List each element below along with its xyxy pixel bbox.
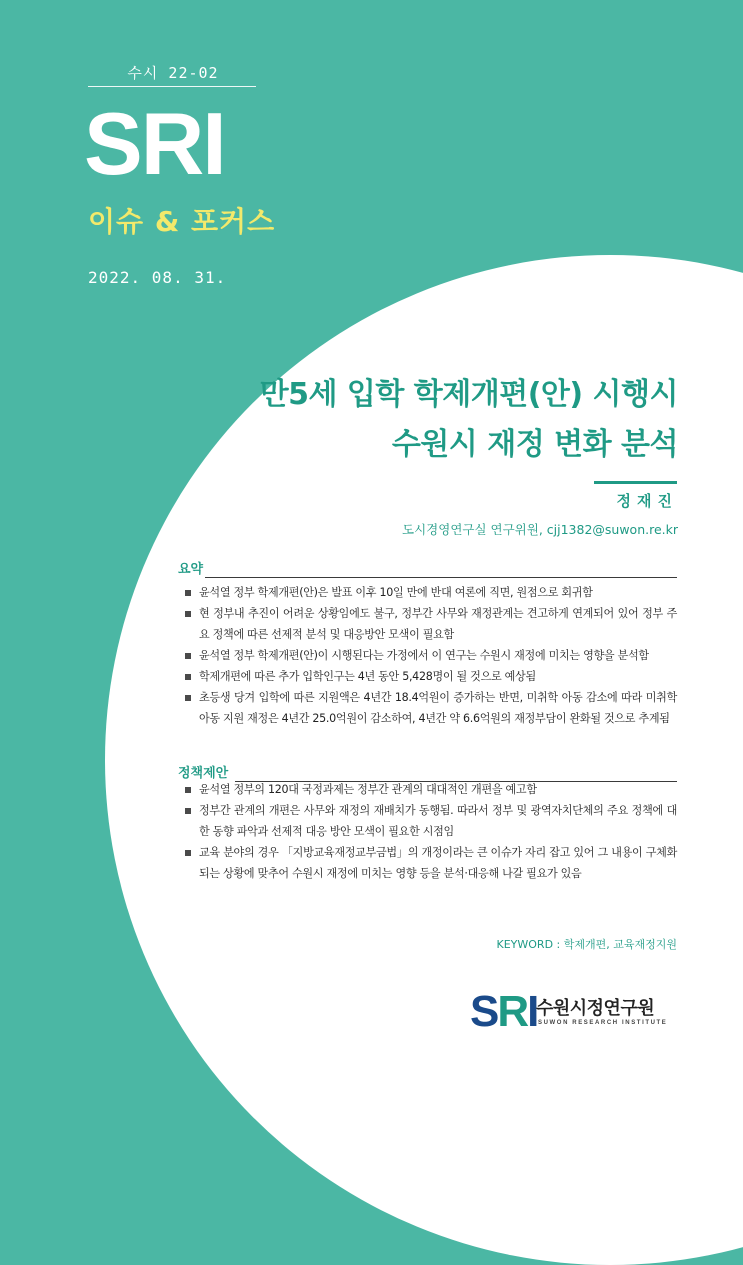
bullet-square-icon [185,611,191,617]
series-number: 수시 22-02 [127,64,219,82]
summary-item: 현 정부내 추진이 어려운 상황임에도 불구, 정부간 사무와 재정관계는 견고하게 연계되어 있어 정부 주요 정책에 따른 선제적 분석 및 대응방안 모색이 필요함 [184,603,677,645]
sri-cover-logo: SRI [84,94,225,193]
keywords: KEYWORD : 학제개편, 교육재정지원 [496,938,677,951]
summary-heading: 요약 [178,562,204,577]
title-underline [594,481,677,484]
summary-item: 초등생 당겨 입학에 따른 지원액은 4년간 18.4억원이 증가하는 반면, 미취학 아동 감소에 따라 미취학 아동 지원 재정은 4년간 25.0억원이 감소하여, 4년간 약 6.6억원의 재정부담이 완화될 것으로 추계됨 [184,687,677,729]
bullet-square-icon [185,674,191,680]
summary-item: 학제개편에 따른 추가 입학인구는 4년 동안 5,428명이 될 것으로 예상됨 [184,666,677,687]
sri-logo-mark: SRI [470,987,538,1036]
policy-item: 정부간 관계의 개편은 사무와 재정의 재배치가 동행됨. 따라서 정부 및 광역자치단체의 주요 정책에 대한 동향 파악과 선제적 대응 방안 모색이 필요한 시점임 [184,800,677,842]
summary-divider [205,577,677,578]
cover-subtitle: 이슈 & 포커스 [88,205,276,238]
policy-item: 윤석열 정부의 120대 국정과제는 정부간 관계의 대대적인 개편을 예고함 [184,779,677,800]
author-name: 정재진 [616,492,678,510]
summary-item: 윤석열 정부 학제개편(안)이 시행된다는 가정에서 이 연구는 수원시 재정에 미치는 영향을 분석함 [184,645,677,666]
summary-list [184,582,677,729]
report-title-line-1: 만5세 입학 학제개편(안) 시행시 [259,377,678,412]
institute-english-name: SUWON RESEARCH INSTITUTE [538,1020,668,1026]
policy-heading: 정책제안 [178,766,229,781]
report-title [260,370,678,470]
policy-item: 교육 분야의 경우 「지방교육재정교부금법」의 개정이라는 큰 이슈가 자리 잡고 있어 그 내용이 구체화 되는 상황에 맞추어 수원시 재정에 미치는 영향 등을 분석·대응해 나갈 필요가 있음 [184,842,677,884]
bullet-square-icon [185,695,191,701]
bullet-square-icon [185,590,191,596]
author-affiliation: 도시경영연구실 연구위원, cjj1382@suwon.re.kr [402,522,678,537]
publication-date: 2022. 08. 31. [88,268,227,287]
series-divider [88,86,256,87]
institute-name: 수원시정연구원 [536,998,655,1019]
report-title-line-2: 수원시 재정 변화 분석 [391,427,678,462]
bullet-square-icon [185,808,191,814]
institute-logo [470,987,680,1040]
bullet-square-icon [185,653,191,659]
policy-list [184,779,677,884]
summary-item: 윤석열 정부 학제개편(안)은 발표 이후 10일 만에 반대 여론에 직면, 원점으로 회귀함 [184,582,677,603]
bullet-square-icon [185,850,191,856]
bullet-square-icon [185,787,191,793]
